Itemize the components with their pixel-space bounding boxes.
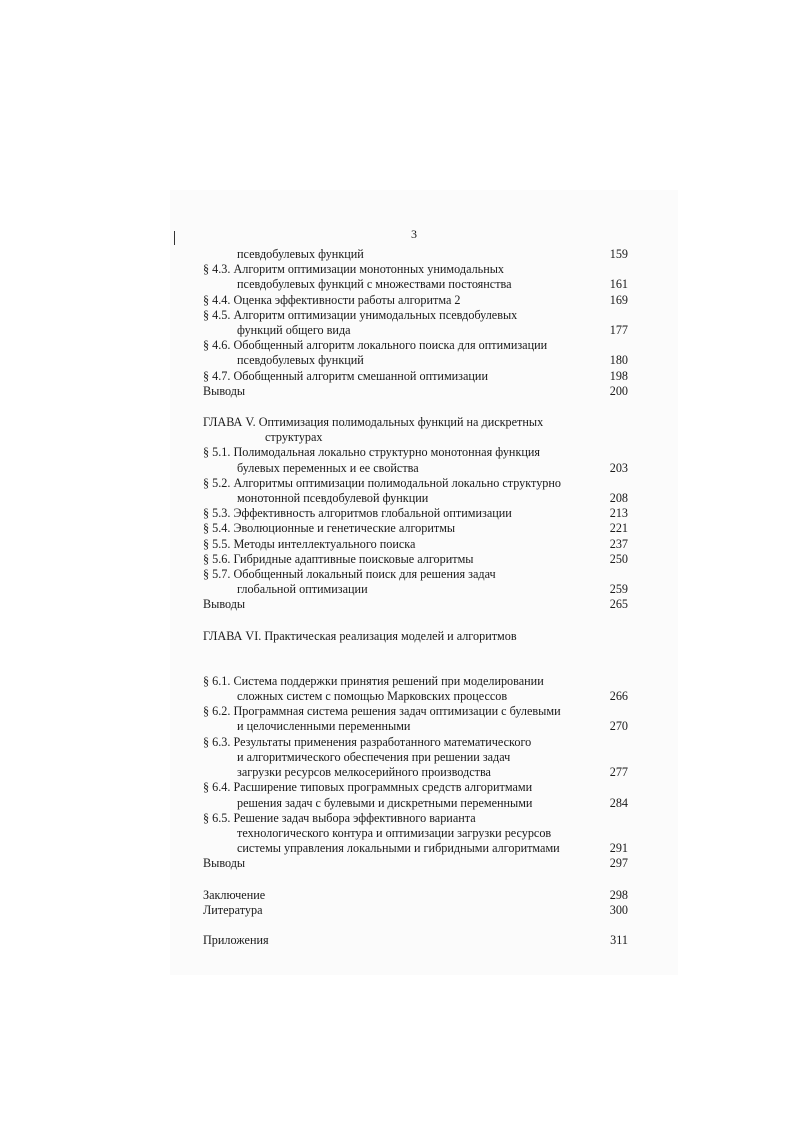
toc-entry: § 4.5. Алгоритм оптимизации унимодальных псевдобулевых xyxy=(203,307,518,322)
toc-entry: § 5.5. Методы интеллектуального поиска 237 xyxy=(203,536,628,551)
toc-entry: решения задач с булевыми и дискретными переменными 284 xyxy=(237,795,628,810)
toc-entry: псевдобулевых функций 180 xyxy=(237,353,628,368)
toc-entry: булевых переменных и ее свойства 203 xyxy=(237,460,628,475)
toc-entry: § 5.6. Гибридные адаптивные поисковые алгоритмы 250 xyxy=(203,551,628,566)
toc-entry: § 4.6. Обобщенный алгоритм локального поиска для оптимизации xyxy=(203,338,548,353)
margin-mark xyxy=(174,231,175,245)
toc-conclusion: Заключение 298 xyxy=(203,887,628,902)
toc-entry: § 4.3. Алгоритм оптимизации монотонных унимодальных xyxy=(203,262,505,277)
toc-entry: § 6.1. Система поддержки принятия решений при моделировании xyxy=(203,673,544,688)
toc-entry: § 5.1. Полимодальная локально структурно монотонная функция xyxy=(203,445,541,460)
toc-entry: § 4.4. Оценка эффективности работы алгоритма 2 169 xyxy=(203,292,628,307)
toc-entry: псевдобулевых функций 159 xyxy=(237,247,628,261)
toc-entry: § 5.7. Обобщенный локальный поиск для решения задач xyxy=(203,567,496,582)
toc-entry: Выводы 265 xyxy=(203,597,628,612)
toc-entry: § 4.7. Обобщенный алгоритм смешанной оптимизации 198 xyxy=(203,368,628,383)
chapter-5-title: ГЛАВА V. Оптимизация полимодальных функций на дискретных xyxy=(203,415,544,430)
toc-entry: § 6.2. Программная система решения задач оптимизации с булевыми xyxy=(203,704,561,719)
toc-entry: и целочисленными переменными 270 xyxy=(237,719,628,734)
toc-entry: Выводы 200 xyxy=(203,383,628,398)
table-of-contents xyxy=(203,247,628,948)
toc-entry: и алгоритмического обеспечения при решении задач xyxy=(237,749,511,764)
toc-entry: системы управления локальными и гибридными алгоритмами 291 xyxy=(237,841,628,856)
toc-appendix: Приложения 311 xyxy=(203,932,628,947)
chapter-5-title-cont: структурах xyxy=(265,430,323,445)
toc-entry: загрузки ресурсов мелкосерийного производства 277 xyxy=(237,765,628,780)
toc-entry: технологического контура и оптимизации загрузки ресурсов xyxy=(237,825,552,840)
toc-entry: § 6.4. Расширение типовых программных средств алгоритмами xyxy=(203,780,533,795)
page-number: 3 xyxy=(411,227,417,241)
toc-literature: Литература 300 xyxy=(203,902,628,917)
toc-entry: сложных систем с помощью Марковских процессов 266 xyxy=(237,689,628,704)
toc-entry: функций общего вида 177 xyxy=(237,323,628,338)
toc-entry: § 5.3. Эффективность алгоритмов глобальной оптимизации 213 xyxy=(203,506,628,521)
toc-entry: глобальной оптимизации 259 xyxy=(237,582,628,597)
toc-entry: Выводы 297 xyxy=(203,856,628,871)
toc-entry: § 6.5. Решение задач выбора эффективного варианта xyxy=(203,810,476,825)
toc-entry: § 6.3. Результаты применения разработанного математического xyxy=(203,734,532,749)
toc-entry: § 5.2. Алгоритмы оптимизации полимодальной локально структурно xyxy=(203,475,561,490)
toc-entry: § 5.4. Эволюционные и генетические алгоритмы 221 xyxy=(203,521,628,536)
toc-entry: монотонной псевдобулевой функции 208 xyxy=(237,491,628,506)
toc-entry: псевдобулевых функций с множествами постоянства 161 xyxy=(237,277,628,292)
chapter-6-title: ГЛАВА VI. Практическая реализация моделей и алгоритмов xyxy=(203,628,517,643)
